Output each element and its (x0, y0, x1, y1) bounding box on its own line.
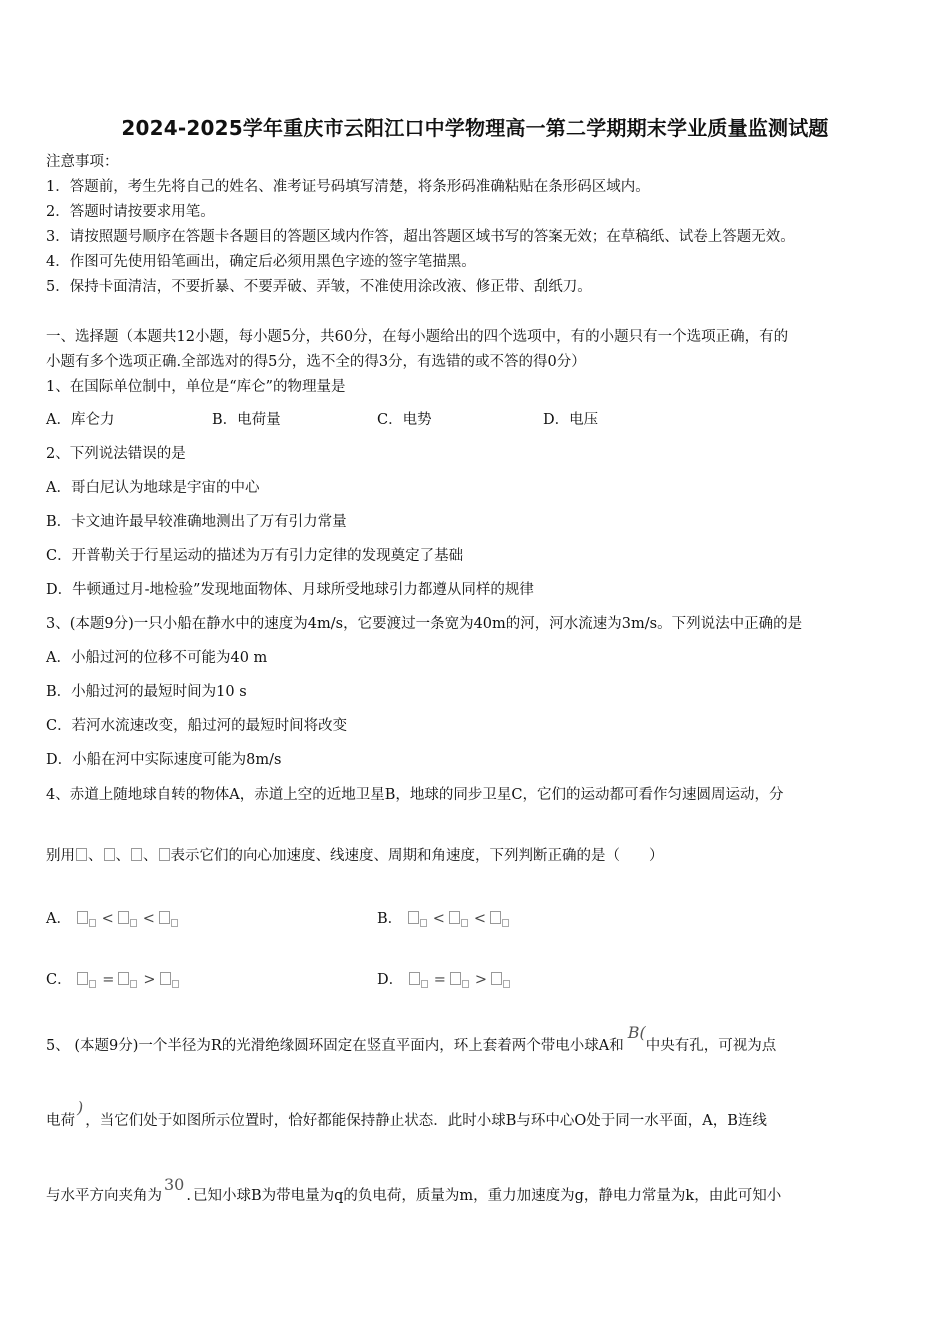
notice-item: 1．答题前，考生先将自己的姓名、准考证号码填写清楚，将条形码准确粘贴在条形码区域内。 (46, 179, 650, 195)
q4-option-c (46, 970, 182, 990)
formula-placeholder-icon (131, 848, 142, 861)
inline-formula: 30 (164, 1175, 185, 1194)
subscript-placeholder-icon (171, 919, 178, 927)
q4-option-b (377, 909, 512, 929)
subscript-placeholder-icon (172, 980, 179, 988)
q4-option-d (377, 970, 513, 990)
formula-placeholder-icon (118, 911, 129, 924)
q3-option-a: A．小船过河的位移不可能为40 m (46, 650, 268, 666)
formula-placeholder-icon (408, 911, 419, 924)
option-label: A． (46, 911, 71, 927)
separator: 、 (88, 848, 103, 864)
subscript-placeholder-icon (502, 919, 509, 927)
q1-option-b: B．电荷量 (212, 412, 281, 428)
q5-text-pre: 5、 (本题9分)一个半径为R的光滑绝缘圆环固定在竖直平面内，环上套着两个带电小球A和 (46, 1038, 624, 1054)
notice-item: 3．请按照题号顺序在答题卡各题目的答题区域内作答，超出答题区域书写的答案无效；在草稿纸、试卷上答题无效。 (46, 229, 795, 245)
separator: 、 (115, 848, 130, 864)
q3-option-c: C．若河水流速改变，船过河的最短时间将改变 (46, 718, 348, 734)
operator: > (474, 972, 488, 988)
q4-text-post: 表示它们的向心加速度、线速度、周期和角速度，下列判断正确的是（ ） (170, 848, 664, 864)
operator: = (102, 972, 115, 988)
q2-option-b: B．卡文迪许最早较准确地测出了万有引力常量 (46, 514, 347, 530)
q1-option-c: C．电势 (377, 412, 432, 428)
q4-text-pre: 别用 (46, 848, 75, 864)
formula-placeholder-icon (160, 972, 171, 985)
notice-heading: 注意事项： (46, 154, 119, 170)
q2-option-c: C．开普勒关于行星运动的描述为万有引力定律的发现奠定了基础 (46, 548, 464, 564)
notice-item: 2．答题时请按要求用笔。 (46, 204, 215, 220)
notice-item: 5．保持卡面清洁，不要折暴、不要弄破、弄皱，不准使用涂改液、修正带、刮纸刀。 (46, 279, 592, 295)
page-title: 2024-2025学年重庆市云阳江口中学物理高一第二学期期末学业质量监测试题 (121, 116, 829, 140)
q4-option-a (46, 909, 181, 929)
formula-placeholder-icon (76, 848, 87, 861)
separator: 、 (143, 848, 158, 864)
operator: < (101, 911, 114, 927)
formula-placeholder-icon (118, 972, 129, 985)
formula-placeholder-icon (409, 972, 420, 985)
formula-placeholder-icon (77, 911, 88, 924)
period-mark: . (186, 1188, 191, 1204)
section-heading-cont: 小题有多个选项正确.全部选对的得5分，选不全的得3分，有选错的或不答的得0分） (46, 354, 586, 370)
q1-option-d: D．电压 (543, 412, 599, 428)
question-4-stem: 4、赤道上随地球自转的物体A，赤道上空的近地卫星B，地球的同步卫星C，它们的运动都可看作匀速圆周运动，分 (46, 787, 784, 803)
operator: < (473, 911, 487, 927)
operator: > (143, 972, 156, 988)
subscript-placeholder-icon (462, 980, 469, 988)
subscript-placeholder-icon (130, 980, 137, 988)
operator: = (433, 972, 446, 988)
question-1-stem: 1、在国际单位制中，单位是“库仑”的物理量是 (46, 379, 346, 395)
inline-formula: ) (77, 1098, 84, 1117)
q3-option-d: D．小船在河中实际速度可能为8m/s (46, 752, 282, 768)
formula-placeholder-icon (450, 972, 461, 985)
formula-placeholder-icon (159, 911, 170, 924)
subscript-placeholder-icon (503, 980, 510, 988)
formula-placeholder-icon (159, 848, 170, 861)
operator: < (142, 911, 155, 927)
subscript-placeholder-icon (89, 919, 96, 927)
subscript-placeholder-icon (461, 919, 468, 927)
q5-text-post: 已知小球B为带电量为q的负电荷，质量为m，重力加速度为g，静电力常量为k，由此可知小 (192, 1188, 782, 1204)
formula-placeholder-icon (77, 972, 88, 985)
section-heading: 一、选择题（本题共12小题，每小题5分，共60分，在每小题给出的四个选项中，有的小题只有一个选项正确，有的 (46, 329, 789, 345)
formula-placeholder-icon (491, 972, 502, 985)
question-2-stem: 2、下列说法错误的是 (46, 446, 186, 462)
q3-option-b: B．小船过河的最短时间为10 s (46, 684, 247, 700)
question-3-stem: 3、(本题9分)一只小船在静水中的速度为4m/s，它要渡过一条宽为40m的河，河水流速为3m/s。下列说法中正确的是 (46, 616, 803, 632)
subscript-placeholder-icon (420, 919, 427, 927)
subscript-placeholder-icon (130, 919, 137, 927)
q1-option-a: A．库仑力 (46, 412, 115, 428)
subscript-placeholder-icon (421, 980, 428, 988)
option-label: D． (377, 972, 404, 988)
q2-option-d: D．牛顿通过月-地检验”发现地面物体、月球所受地球引力都遵从同样的规律 (46, 582, 534, 598)
question-5-stem-cont (46, 1098, 767, 1131)
q2-option-a: A．哥白尼认为地球是宇宙的中心 (46, 480, 260, 496)
q5-text-post: 中央有孔，可视为点 (645, 1038, 777, 1054)
q5-text-pre: 电荷 (46, 1113, 75, 1129)
question-4-stem-cont (46, 846, 664, 866)
question-5-stem (46, 1023, 777, 1056)
formula-placeholder-icon (449, 911, 460, 924)
formula-placeholder-icon (490, 911, 501, 924)
option-label: B． (377, 911, 403, 927)
notice-item: 4．作图可先使用铅笔画出，确定后必须用黑色字迹的签字笔描黑。 (46, 254, 476, 270)
q5-text-pre: 与水平方向夹角为 (46, 1188, 162, 1204)
option-label: C． (46, 972, 72, 988)
subscript-placeholder-icon (89, 980, 96, 988)
formula-placeholder-icon (104, 848, 115, 861)
inline-formula: B( (627, 1023, 646, 1042)
question-5-stem-cont-2 (46, 1175, 782, 1206)
q5-text-post: ，当它们处于如图所示位置时，恰好都能保持静止状态．此时小球B与环中心O处于同一水平面，A，B连线 (85, 1113, 767, 1129)
operator: < (432, 911, 445, 927)
